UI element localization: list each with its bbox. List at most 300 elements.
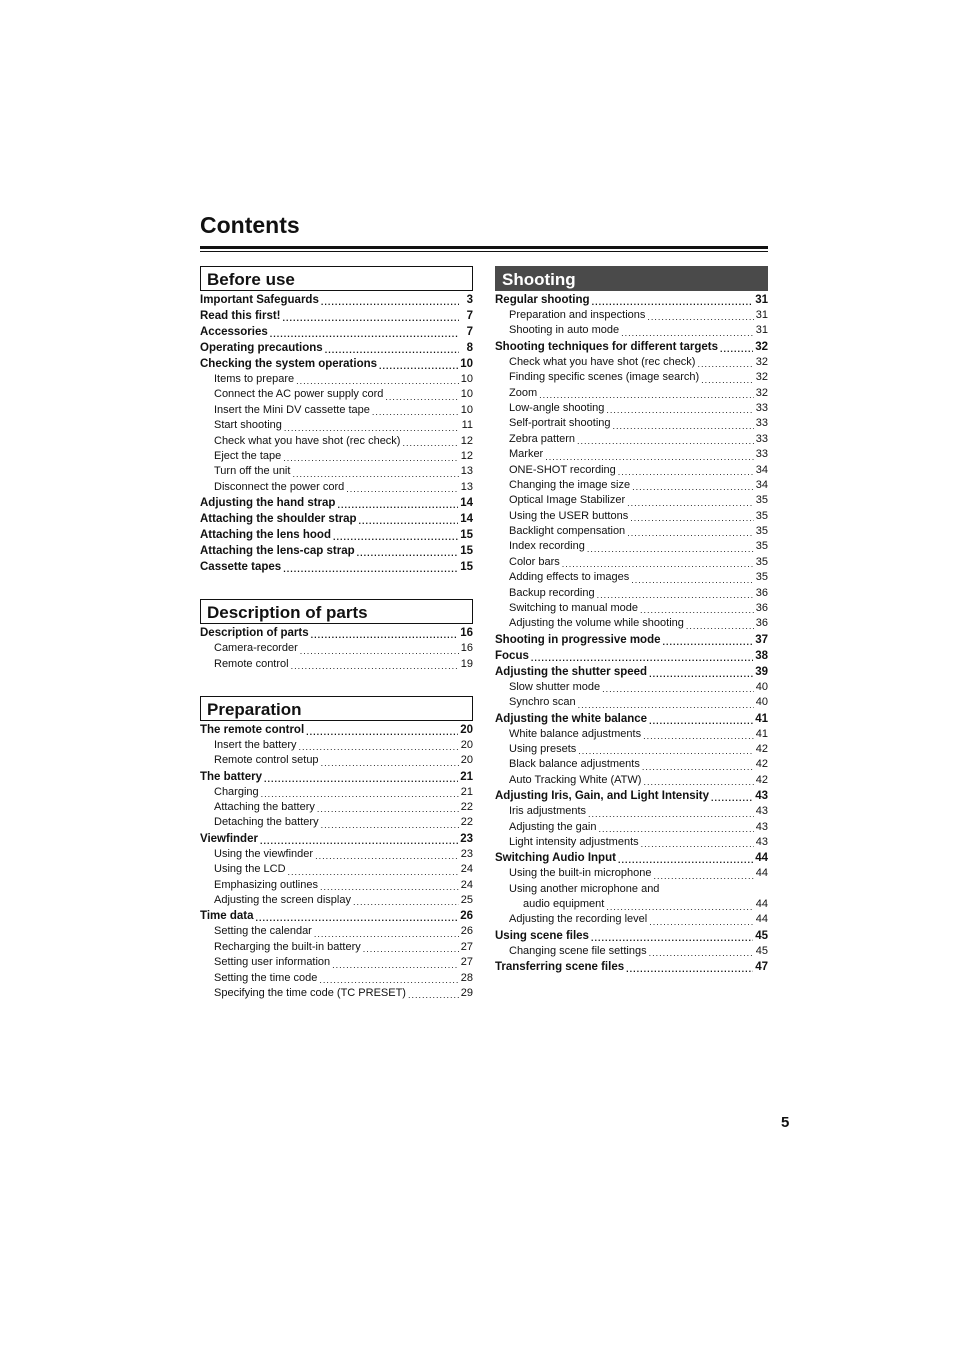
toc-entry[interactable]: [495, 478, 768, 493]
toc-entry[interactable]: [495, 447, 768, 462]
toc-entry[interactable]: [200, 495, 473, 511]
toc-entry-label: Checking the system operations: [200, 358, 378, 370]
toc-entry[interactable]: [495, 820, 768, 835]
toc-entry-page: 31: [755, 294, 768, 306]
toc-entry[interactable]: [495, 727, 768, 742]
toc-entry-page: 13: [460, 480, 473, 493]
toc-entry[interactable]: [200, 449, 473, 464]
toc-entry-label: Camera-recorder: [214, 642, 298, 655]
dot-leader: [632, 481, 754, 493]
toc-entry-page: 26: [460, 925, 473, 938]
toc-entry-page: 27: [460, 956, 473, 969]
toc-entry[interactable]: [495, 616, 768, 631]
toc-entry[interactable]: [200, 292, 473, 308]
toc-entry-page: 24: [460, 878, 473, 891]
section-preparation: [200, 696, 473, 1001]
dot-leader: [621, 327, 754, 339]
toc-entry[interactable]: [495, 370, 768, 385]
toc-entry-label: Marker: [509, 448, 544, 461]
toc-entry[interactable]: [495, 835, 768, 850]
dot-leader: [598, 823, 753, 835]
toc-entry-label: Check what you have shot (rec check): [509, 355, 696, 368]
toc-entry[interactable]: [495, 493, 768, 508]
dot-leader: [531, 652, 753, 664]
dot-leader: [577, 435, 754, 447]
dot-leader: [630, 512, 754, 524]
dot-leader: [578, 699, 754, 711]
toc-entry[interactable]: [200, 480, 473, 495]
toc-entry-page: 45: [755, 944, 768, 957]
toc-entry-label: Turn off the unit: [214, 465, 291, 478]
toc-entry[interactable]: [200, 657, 473, 672]
dot-leader: [260, 835, 458, 847]
toc-entry[interactable]: [495, 339, 768, 355]
toc-entry[interactable]: [200, 434, 473, 449]
toc-entry-label: Adjusting the recording level: [509, 913, 648, 926]
toc-entry-label: Time data: [200, 910, 254, 923]
toc-entry-label: ONE-SHOT recording: [509, 463, 616, 476]
toc-entry[interactable]: [200, 403, 473, 418]
toc-entry-label: Accessories: [200, 326, 268, 338]
dot-leader: [588, 808, 754, 820]
toc-entry-page: 31: [755, 308, 768, 321]
toc-entry-page: 7: [466, 326, 473, 338]
toc-entry-label: Adjusting the shutter speed: [495, 665, 648, 678]
toc-entry[interactable]: [200, 940, 473, 955]
toc-entry[interactable]: [495, 773, 768, 788]
toc-entry-label: Eject the tape: [214, 449, 282, 462]
toc-entry-page: 28: [460, 971, 473, 984]
section-heading: Shooting: [495, 266, 768, 291]
toc-entry-label: Changing the image size: [509, 478, 631, 491]
toc-entry-page: 10: [460, 403, 473, 416]
dot-leader: [618, 854, 753, 866]
dot-leader: [372, 406, 459, 418]
toc-entry[interactable]: [200, 418, 473, 433]
toc-entry-page: 16: [460, 627, 473, 640]
toc-entry-label: Shooting techniques for different targets: [495, 340, 718, 353]
dot-leader: [317, 803, 459, 815]
title-rule-thick: [200, 246, 768, 249]
dot-leader: [641, 838, 754, 850]
toc-entry-page: 43: [755, 790, 768, 803]
toc-entry-page: 44: [755, 898, 768, 911]
dot-leader: [315, 850, 459, 862]
toc-entry[interactable]: [495, 742, 768, 757]
toc-entry[interactable]: [495, 897, 768, 912]
dot-leader: [649, 668, 753, 680]
toc-entry-label: Attaching the lens-cap strap: [200, 545, 355, 558]
dot-leader: [618, 466, 754, 478]
dot-leader: [686, 620, 754, 632]
toc-entry[interactable]: [200, 324, 473, 340]
toc-entry-label: Specifying the time code (TC PRESET): [214, 986, 406, 999]
toc-entry[interactable]: [200, 753, 473, 768]
dot-leader: [539, 389, 754, 401]
dot-leader: [592, 296, 754, 308]
dot-leader: [353, 896, 459, 908]
toc-entry[interactable]: [200, 464, 473, 479]
toc-entry-page: 10: [460, 388, 473, 401]
toc-entry-page: 41: [755, 727, 768, 740]
toc-entry-label: Adjusting the white balance: [495, 712, 648, 725]
toc-entry-label: Adjusting the volume while shooting: [509, 617, 684, 630]
section-heading: Description of parts: [200, 599, 473, 624]
toc-entry-page: 38: [755, 649, 768, 662]
toc-entry-page: 47: [755, 961, 768, 974]
toc-entry-label: Using the USER buttons: [509, 509, 629, 522]
dot-leader: [697, 358, 753, 370]
toc-entry-page: 20: [460, 738, 473, 751]
page-number: 5: [781, 1114, 790, 1131]
left-column: [200, 266, 473, 1025]
toc-entry-label: Remote control: [214, 657, 289, 670]
toc-entry-label: Using the LCD: [214, 863, 286, 876]
dot-leader: [640, 604, 754, 616]
toc-entry[interactable]: [200, 785, 473, 800]
toc-entry-label: Synchro scan: [509, 696, 576, 709]
dot-leader: [283, 563, 458, 575]
toc-entry-page: 11: [461, 419, 473, 432]
toc-entry-page: 43: [755, 805, 768, 818]
toc-entry-page: 26: [460, 910, 473, 923]
dot-leader: [299, 741, 459, 753]
toc-entry-label: Backlight compensation: [509, 525, 626, 538]
toc-entry-page: 20: [460, 754, 473, 767]
toc-entry-page: 36: [755, 602, 768, 615]
toc-entry-page: 35: [755, 525, 768, 538]
toc-entry-label: Zebra pattern: [509, 432, 576, 445]
toc-entry-label: Charging: [214, 785, 259, 798]
dot-leader: [643, 730, 754, 742]
toc-entry-label: Transferring scene files: [495, 961, 625, 974]
toc-entry[interactable]: [495, 555, 768, 570]
toc-entry-page: 33: [755, 401, 768, 414]
toc-entry-label: Self-portrait shooting: [509, 417, 611, 430]
toc-entry[interactable]: [495, 959, 768, 975]
dot-leader: [408, 989, 459, 1001]
dot-leader: [701, 374, 754, 386]
dot-leader: [321, 296, 459, 308]
toc-entry[interactable]: [200, 527, 473, 543]
toc-entry-page: 39: [755, 665, 768, 678]
toc-entry[interactable]: [200, 559, 473, 575]
dot-leader: [346, 483, 459, 495]
toc-entry-page: 35: [755, 509, 768, 522]
toc-entry[interactable]: [495, 524, 768, 539]
toc-entry[interactable]: [495, 323, 768, 338]
toc-entry[interactable]: [495, 944, 768, 959]
dot-leader: [711, 792, 753, 804]
toc-entry[interactable]: [200, 340, 473, 356]
toc-entry-label: Light intensity adjustments: [509, 835, 639, 848]
toc-entry[interactable]: [495, 711, 768, 727]
toc-entry-page: 33: [755, 448, 768, 461]
toc-entry[interactable]: [200, 308, 473, 324]
toc-entry[interactable]: [200, 831, 473, 847]
toc-entry-label: Setting the time code: [214, 971, 318, 984]
title-rule-thin: [200, 251, 768, 252]
toc-entry-label: Detaching the battery: [214, 816, 319, 829]
dot-leader: [587, 543, 754, 555]
dot-leader: [363, 943, 459, 955]
toc-entry-page: 10: [460, 372, 473, 385]
toc-entry-page: 20: [460, 723, 473, 736]
toc-entry-page: 13: [460, 465, 473, 478]
toc-entry-label: Attaching the lens hood: [200, 529, 331, 542]
dot-leader: [606, 901, 753, 913]
toc-entry-page: 14: [460, 513, 473, 526]
toc-entry-page: 15: [460, 529, 473, 542]
toc-entry-page: 43: [755, 835, 768, 848]
toc-entry-page: 24: [460, 863, 473, 876]
dot-leader: [311, 629, 459, 641]
toc-entry-label: Connect the AC power supply cord: [214, 388, 384, 401]
toc-entry[interactable]: [200, 878, 473, 893]
toc-entry-label: Setting user information: [214, 956, 331, 969]
toc-entry[interactable]: [495, 601, 768, 616]
toc-entry[interactable]: [495, 463, 768, 478]
toc-entry-page: 29: [460, 986, 473, 999]
toc-entry-page: 35: [755, 555, 768, 568]
toc-entry[interactable]: [200, 372, 473, 387]
toc-entry[interactable]: [200, 908, 473, 924]
dot-leader: [320, 881, 459, 893]
toc-entry[interactable]: [200, 511, 473, 527]
toc-entry-label: Description of parts: [200, 627, 309, 640]
toc-entry-page: 45: [755, 929, 768, 942]
toc-entry-label: audio equipment: [523, 898, 605, 911]
toc-entry[interactable]: [495, 680, 768, 695]
toc-entry[interactable]: [200, 815, 473, 830]
toc-entry-page: 3: [466, 294, 473, 306]
toc-entry[interactable]: [495, 695, 768, 710]
toc-entry-label: The remote control: [200, 723, 305, 736]
toc-entry-page: 7: [466, 310, 473, 322]
toc-entry[interactable]: [200, 641, 473, 656]
toc-entry-label: Auto Tracking White (ATW): [509, 773, 642, 786]
toc-entry[interactable]: [200, 955, 473, 970]
toc-entry[interactable]: [200, 924, 473, 939]
dot-leader: [631, 574, 753, 586]
dot-leader: [359, 515, 459, 527]
toc-entry[interactable]: [495, 866, 768, 881]
toc-entry[interactable]: [495, 570, 768, 585]
toc-entry-page: 14: [460, 497, 473, 510]
dot-leader: [562, 558, 754, 570]
toc-entry-label: Color bars: [509, 555, 560, 568]
toc-entry[interactable]: [495, 648, 768, 664]
toc-entry-page: 8: [466, 342, 473, 354]
toc-entry[interactable]: [495, 850, 768, 866]
toc-entry[interactable]: [200, 356, 473, 372]
toc-entry-label: Slow shutter mode: [509, 680, 601, 693]
toc-entry[interactable]: [200, 722, 473, 738]
toc-entry[interactable]: [495, 632, 768, 648]
toc-entry[interactable]: [495, 355, 768, 370]
dot-leader: [270, 328, 459, 340]
dot-leader: [325, 344, 459, 356]
toc-entry[interactable]: [495, 539, 768, 554]
toc-entry-label: Operating precautions: [200, 342, 323, 354]
toc-entry-page: 15: [460, 545, 473, 558]
toc-entry-label: Start shooting: [214, 419, 282, 432]
toc-entry[interactable]: [200, 738, 473, 753]
toc-entry-page: 32: [755, 371, 768, 384]
toc-entry[interactable]: [495, 416, 768, 431]
toc-entry-page: 44: [755, 852, 768, 865]
toc-entry-label: Disconnect the power cord: [214, 480, 345, 493]
toc-entry-label: Changing scene file settings: [509, 944, 647, 957]
toc-entry[interactable]: [495, 308, 768, 323]
dot-leader: [627, 527, 754, 539]
dot-leader: [300, 645, 459, 657]
toc-entry[interactable]: [495, 386, 768, 401]
toc-entry-page: 42: [755, 773, 768, 786]
toc-entry-page: 41: [755, 712, 768, 725]
toc-entry-label: Attaching the battery: [214, 801, 315, 814]
toc-entry[interactable]: [495, 509, 768, 524]
toc-entry-page: 32: [755, 355, 768, 368]
dot-leader: [597, 589, 754, 601]
toc-entry-page: 12: [460, 449, 473, 462]
toc-entry[interactable]: [200, 971, 473, 986]
dot-leader: [649, 715, 753, 727]
toc-entry-label: Adjusting Iris, Gain, and Light Intensity: [495, 790, 710, 803]
toc-entry-page: 33: [755, 417, 768, 430]
toc-entry-page: 36: [755, 617, 768, 630]
toc-entry-page: 32: [755, 386, 768, 399]
dot-leader: [337, 499, 458, 511]
toc-entry-page: 21: [460, 770, 473, 783]
section-description-of-parts: [200, 599, 473, 672]
toc-entry-page: 40: [755, 696, 768, 709]
toc-entry-page: 10: [460, 358, 473, 370]
dot-leader: [357, 547, 459, 559]
toc-entry-label: Adjusting the hand strap: [200, 497, 336, 510]
toc-entry-label: Switching to manual mode: [509, 602, 639, 615]
dot-leader: [292, 468, 458, 480]
toc-entry[interactable]: [200, 543, 473, 559]
toc-entry[interactable]: [495, 913, 768, 928]
toc-entry-page: 23: [460, 847, 473, 860]
toc-entry-page: 36: [755, 586, 768, 599]
toc-entry-page: 37: [755, 633, 768, 646]
toc-entry[interactable]: [495, 586, 768, 601]
toc-entry[interactable]: [495, 432, 768, 447]
toc-entry[interactable]: [495, 882, 768, 897]
toc-entry-label: Adjusting the gain: [509, 820, 597, 833]
dot-leader: [643, 776, 753, 788]
toc-entry-label: Preparation and inspections: [509, 308, 646, 321]
dot-leader: [613, 420, 754, 432]
page-title: Contents: [200, 212, 300, 238]
toc-entry-page: 42: [755, 742, 768, 755]
toc-entry-page: 31: [755, 324, 768, 337]
dot-leader: [333, 531, 458, 543]
toc-entry-label: Important Safeguards: [200, 294, 319, 306]
toc-entry-label: Items to prepare: [214, 372, 295, 385]
section-before-use: [200, 266, 473, 575]
toc-entry[interactable]: [495, 757, 768, 772]
toc-entry-page: 40: [755, 680, 768, 693]
toc-entry-page: 21: [460, 785, 473, 798]
dot-leader: [606, 404, 753, 416]
dot-leader: [385, 391, 458, 403]
toc-entry[interactable]: [200, 847, 473, 862]
toc-entry[interactable]: [495, 928, 768, 944]
toc-entry[interactable]: [200, 800, 473, 815]
toc-entry-page: 34: [755, 478, 768, 491]
dot-leader: [578, 745, 753, 757]
toc-entry-label: White balance adjustments: [509, 727, 642, 740]
toc-entry-page: 25: [460, 894, 473, 907]
dot-leader: [720, 343, 753, 355]
dot-leader: [319, 974, 458, 986]
toc-entry-label: Using the built-in microphone: [509, 867, 652, 880]
toc-entry-label: Using scene files: [495, 929, 589, 942]
toc-entry-label: Optical Image Stabilizer: [509, 494, 626, 507]
section-shooting: [495, 266, 768, 975]
dot-leader: [264, 773, 458, 785]
dot-leader: [545, 451, 754, 463]
toc-entry[interactable]: [495, 292, 768, 308]
toc-entry-page: 23: [460, 832, 473, 845]
toc-entry-page: 27: [460, 940, 473, 953]
dot-leader: [379, 360, 458, 372]
toc-entry[interactable]: [200, 862, 473, 877]
toc-entry-page: 42: [755, 758, 768, 771]
toc-entry[interactable]: [200, 769, 473, 785]
section-heading: Preparation: [200, 696, 473, 721]
dot-leader: [663, 636, 754, 648]
toc-entry-label: Shooting in progressive mode: [495, 633, 661, 646]
toc-entry-page: 35: [755, 540, 768, 553]
toc-entry-label: Emphasizing outlines: [214, 878, 318, 891]
toc-entry-label: Insert the battery: [214, 738, 297, 751]
toc-entry-label: Using another microphone and: [509, 882, 660, 895]
toc-entry-label: Low-angle shooting: [509, 401, 605, 414]
toc-entry-label: Cassette tapes: [200, 561, 282, 574]
toc-entry[interactable]: [495, 401, 768, 416]
toc-entry[interactable]: [495, 804, 768, 819]
toc-entry-label: Focus: [495, 649, 529, 662]
toc-entry-page: 22: [460, 801, 473, 814]
toc-entry-page: 12: [460, 434, 473, 447]
toc-entry-label: Using the viewfinder: [214, 847, 314, 860]
toc-entry-label: Insert the Mini DV cassette tape: [214, 403, 370, 416]
dot-leader: [402, 437, 458, 449]
toc-entry[interactable]: [200, 986, 473, 1001]
toc-entry-page: 44: [755, 867, 768, 880]
dot-leader: [283, 452, 458, 464]
toc-entry-label: Check what you have shot (rec check): [214, 434, 401, 447]
toc-entry[interactable]: [495, 664, 768, 680]
dot-leader: [647, 311, 753, 323]
toc-entry-page: 33: [755, 432, 768, 445]
toc-entry-page: 35: [755, 571, 768, 584]
dot-leader: [283, 312, 459, 324]
toc-entry-label: Shooting in auto mode: [509, 324, 620, 337]
dot-leader: [306, 726, 458, 738]
toc-entry[interactable]: [200, 625, 473, 641]
toc-entry-label: Using presets: [509, 742, 577, 755]
toc-entry-label: Attaching the shoulder strap: [200, 513, 357, 526]
toc-entry-page: 22: [460, 816, 473, 829]
toc-entry[interactable]: [495, 788, 768, 804]
toc-entry[interactable]: [200, 893, 473, 908]
toc-entry[interactable]: [200, 387, 473, 402]
